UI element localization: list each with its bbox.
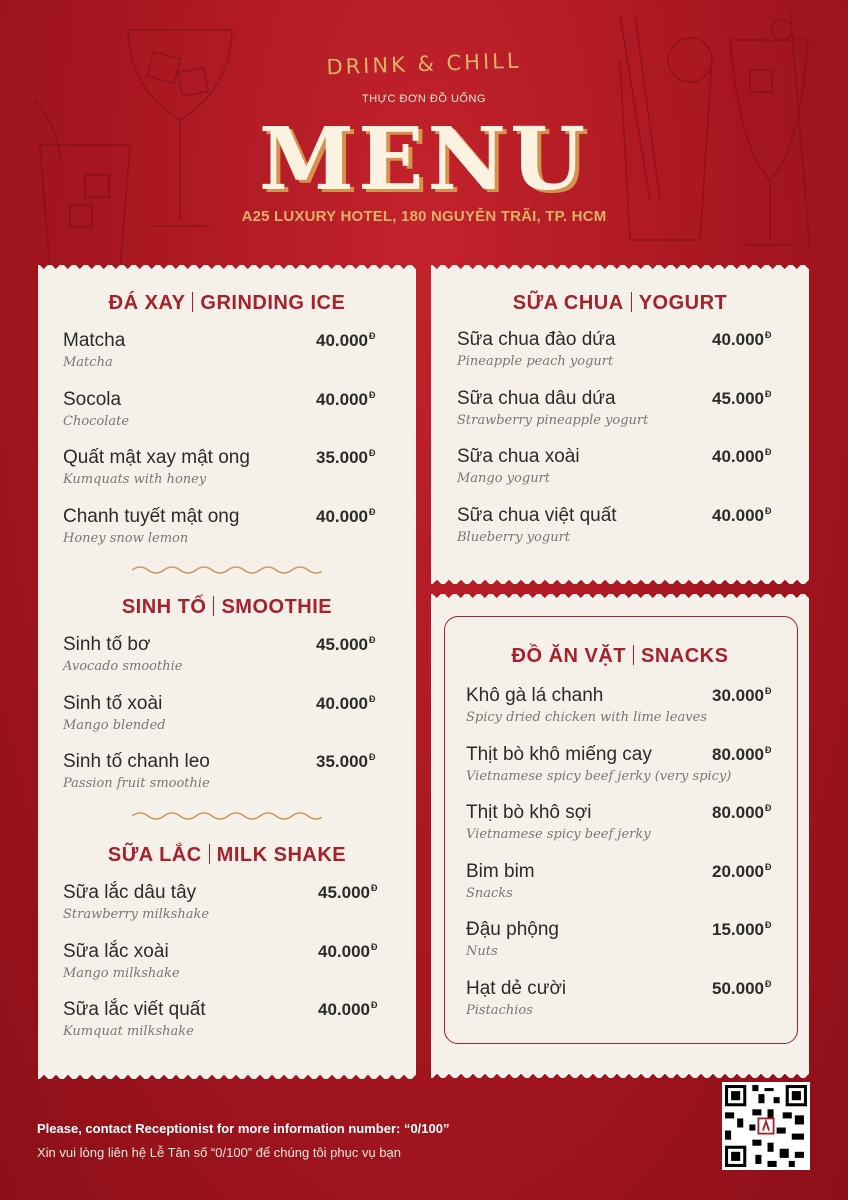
item-name: Sữa chua dâu dứa <box>457 387 616 409</box>
currency-mark: Đ <box>369 693 376 704</box>
menu-item <box>466 685 707 725</box>
section-title-smoothie: SINH TỐ SMOOTHIE <box>121 596 333 618</box>
price-value: 40.000 <box>712 330 764 349</box>
item-name: Thịt bò khô miếng cay <box>466 743 652 765</box>
item-name: Đậu phộng <box>466 919 559 940</box>
price-value: 20.000 <box>712 861 764 881</box>
section-title-milkshake: SỮA LẮC MILK SHAKE <box>107 844 347 866</box>
currency-mark: Đ <box>765 803 772 813</box>
item-price <box>316 331 376 351</box>
item-price <box>712 979 772 999</box>
price-value: 40.000 <box>712 505 764 525</box>
item-name: Socola <box>63 388 122 410</box>
item-name: Sữa chua xoài <box>457 446 580 467</box>
item-name: Sữa lắc xoài <box>63 940 169 962</box>
item-english-name: Pistachios <box>466 1002 533 1018</box>
currency-mark: Đ <box>369 448 376 458</box>
price-value: 35.000 <box>316 448 368 467</box>
item-english-name: Kumquat milkshake <box>63 1024 194 1039</box>
item-price <box>712 506 772 526</box>
menu-item <box>63 330 125 370</box>
price-value: 40.000 <box>318 941 370 961</box>
item-price <box>316 507 376 527</box>
price-value: 40.000 <box>316 506 368 526</box>
menu-item <box>466 919 559 959</box>
price-value: 40.000 <box>316 331 368 350</box>
item-name: Matcha <box>63 330 126 351</box>
item-price <box>318 942 378 962</box>
price-value: 30.000 <box>712 686 764 705</box>
item-english-name: Vietnamese spicy beef jerky <box>466 827 651 842</box>
tagline: DRINK & CHILL <box>326 48 522 80</box>
item-name: Khô gà lá chanh <box>466 685 604 706</box>
price-value: 40.000 <box>712 447 764 466</box>
section-title-yogurt: SỮA CHUA YOGURT <box>512 292 728 314</box>
price-value: 40.000 <box>318 1000 370 1019</box>
menu-item <box>466 978 566 1018</box>
item-name: Hạt dẻ cười <box>466 977 567 999</box>
menu-item <box>466 861 535 901</box>
price-value: 50.000 <box>712 978 764 998</box>
item-price <box>318 883 378 903</box>
item-english-name: Nuts <box>466 944 498 959</box>
item-name: Sữa lắc viết quất <box>63 999 206 1020</box>
item-price <box>316 390 376 410</box>
price-value: 80.000 <box>712 744 764 764</box>
currency-mark: Đ <box>369 389 376 400</box>
item-english-name: Chocolate <box>63 413 130 429</box>
item-name: Sữa chua đào dứa <box>457 329 616 350</box>
section-title-snacks: ĐỒ ĂN VẶT SNACKS <box>511 645 729 667</box>
menu-item <box>457 446 580 486</box>
item-price <box>712 686 772 706</box>
currency-mark: Đ <box>369 506 376 517</box>
item-price <box>318 1000 378 1020</box>
item-price <box>316 752 376 772</box>
currency-mark: Đ <box>765 388 772 399</box>
item-price <box>712 447 772 467</box>
item-english-name: Vietnamese spicy beef jerky (very spicy) <box>466 768 732 784</box>
menu-subtitle: THỰC ĐƠN ĐỒ UỐNG <box>362 93 486 105</box>
wave-divider <box>132 564 322 576</box>
menu-item <box>466 744 731 784</box>
menu-item <box>63 693 166 733</box>
item-name: Bim bim <box>466 860 535 882</box>
item-price <box>712 389 772 409</box>
menu-item <box>466 802 651 842</box>
price-value: 45.000 <box>318 883 370 902</box>
item-price <box>712 862 772 882</box>
item-name: Sữa chua việt quất <box>457 504 617 526</box>
qr-code-icon <box>722 1082 810 1170</box>
item-english-name: Mango milkshake <box>63 965 180 981</box>
currency-mark: Đ <box>765 686 772 696</box>
section-title-grinding-ice: ĐÁ XAY GRINDING ICE <box>108 292 346 314</box>
currency-mark: Đ <box>765 978 772 989</box>
item-english-name: Mango blended <box>63 717 166 733</box>
footer-contact-en: Please, contact Receptionist for more information number: “0/100” <box>37 1121 450 1136</box>
item-english-name: Blueberry yogurt <box>457 529 571 545</box>
item-price <box>712 803 772 823</box>
item-english-name: Passion fruit smoothie <box>63 776 210 791</box>
menu-item <box>63 634 182 674</box>
item-name: Sữa lắc dâu tây <box>63 882 197 903</box>
item-price <box>712 330 772 350</box>
currency-mark: Đ <box>765 505 772 516</box>
item-english-name: Avocado smoothie <box>63 659 183 674</box>
menu-item <box>63 389 129 429</box>
item-price <box>712 920 772 940</box>
item-name: Chanh tuyết mật ong <box>63 505 240 527</box>
price-value: 45.000 <box>712 388 764 408</box>
item-english-name: Snacks <box>466 885 513 901</box>
menu-item <box>457 388 648 428</box>
menu-item <box>63 882 209 922</box>
wave-divider <box>132 810 322 822</box>
hotel-address: A25 LUXURY HOTEL, 180 NGUYỄN TRÃI, TP. HCM <box>241 208 607 225</box>
item-english-name: Mango yogurt <box>457 471 551 486</box>
menu-item <box>63 447 250 487</box>
currency-mark: Đ <box>765 447 772 457</box>
item-english-name: Strawberry milkshake <box>63 907 210 922</box>
item-english-name: Spicy dried chicken with lime leaves <box>466 710 707 725</box>
yogurt-card <box>431 272 809 577</box>
currency-mark: Đ <box>371 941 378 952</box>
footer-contact-vi: Xin vui lòng liên hệ Lễ Tân số “0/100” để chúng tôi phục vụ bạn <box>37 1145 402 1160</box>
item-english-name: Kumquats with honey <box>63 472 207 487</box>
item-name: Quất mật xay mật ong <box>63 447 250 468</box>
currency-mark: Đ <box>765 330 772 340</box>
menu-item <box>457 329 616 369</box>
currency-mark: Đ <box>371 883 378 893</box>
price-value: 45.000 <box>316 635 368 654</box>
item-price <box>316 448 376 468</box>
price-value: 40.000 <box>316 389 368 409</box>
price-value: 80.000 <box>712 803 764 822</box>
item-english-name: Matcha <box>63 355 113 370</box>
currency-mark: Đ <box>369 752 376 762</box>
menu-item <box>63 506 239 546</box>
currency-mark: Đ <box>765 920 772 930</box>
currency-mark: Đ <box>369 331 376 341</box>
page-title: MENU <box>258 109 590 210</box>
item-name: Sinh tố xoài <box>63 692 163 714</box>
item-name: Thịt bò khô sợi <box>466 802 592 823</box>
currency-mark: Đ <box>369 635 376 645</box>
item-english-name: Pineapple peach yogurt <box>457 354 614 369</box>
currency-mark: Đ <box>765 744 772 755</box>
currency-mark: Đ <box>765 861 772 872</box>
price-value: 40.000 <box>316 693 368 713</box>
menu-item <box>63 751 210 791</box>
item-price <box>316 694 376 714</box>
menu-item <box>457 505 617 545</box>
menu-item <box>63 941 180 981</box>
item-name: Sinh tố bơ <box>63 634 151 655</box>
item-english-name: Honey snow lemon <box>63 530 189 546</box>
price-value: 35.000 <box>316 752 368 771</box>
currency-mark: Đ <box>371 1000 378 1010</box>
item-price <box>712 745 772 765</box>
price-value: 15.000 <box>712 920 764 939</box>
menu-item <box>63 999 206 1039</box>
left-menu-card <box>38 272 416 1072</box>
item-english-name: Strawberry pineapple yogurt <box>457 412 649 428</box>
item-name: Sinh tố chanh leo <box>63 751 210 772</box>
item-price <box>316 635 376 655</box>
